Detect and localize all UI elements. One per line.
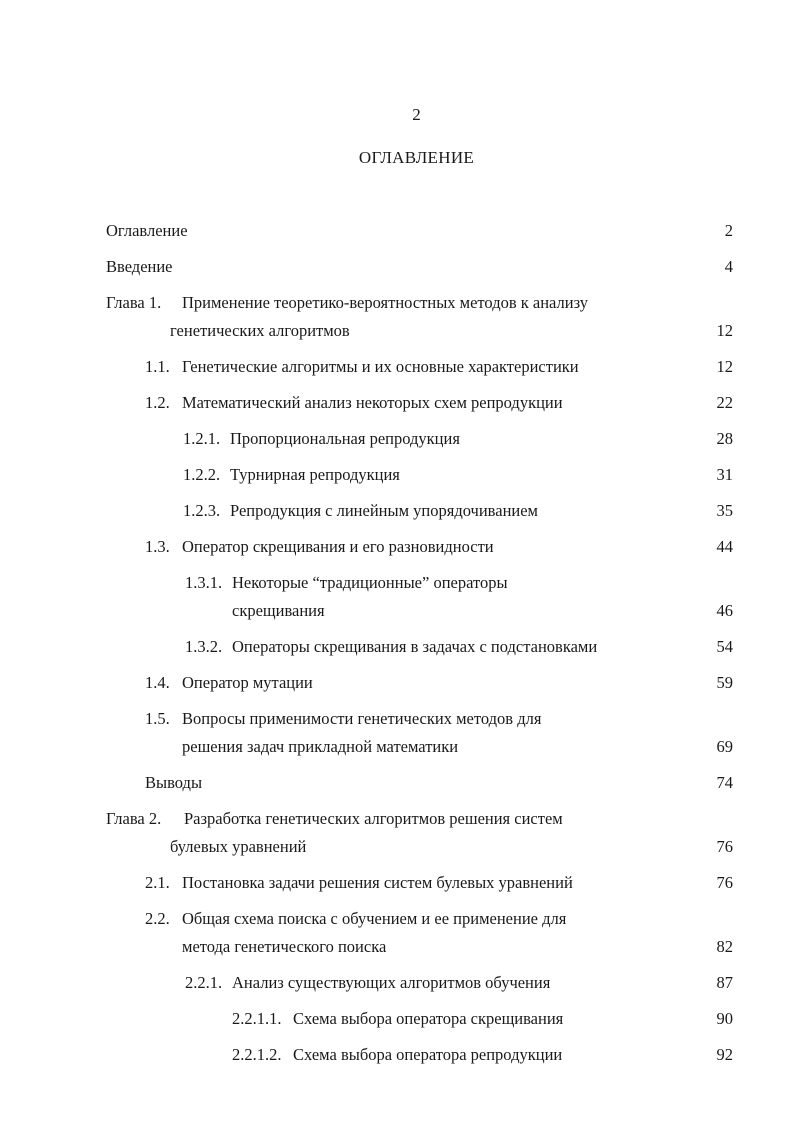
toc-entry-number: 1.3. (145, 537, 170, 556)
toc-entry-number: 1.4. (145, 673, 170, 692)
toc-entry-page: 22 (716, 393, 733, 412)
toc-entry-title: Оператор мутации (182, 673, 313, 692)
toc-entry-title-continuation: булевых уравнений (170, 837, 307, 856)
toc-entry-title: Оглавление (106, 221, 188, 240)
toc-entry-number: 2.2.1.1. (232, 1009, 282, 1028)
toc-entry-number: 1.2. (145, 393, 170, 412)
toc-entry-page: 31 (716, 465, 733, 484)
toc-entry-number: 1.2.3. (183, 501, 221, 520)
page-number: 2 (412, 105, 421, 124)
toc-entry-title: Применение теоретико-вероятностных методов к анализу (182, 293, 589, 312)
toc-entry-page: 28 (716, 429, 733, 448)
toc-entry-number: 1.3.2. (185, 637, 223, 656)
toc-entry-page: 44 (716, 537, 733, 556)
toc-entry-title: Операторы скрещивания в задачах с подстановками (232, 637, 598, 656)
toc-entry-title-continuation: генетических алгоритмов (170, 321, 350, 340)
toc-entry-title: Оператор скрещивания и его разновидности (182, 537, 494, 556)
toc-entry-page: 82 (716, 937, 733, 956)
toc-entry-title-continuation: метода генетического поиска (182, 937, 387, 956)
toc-entry-title: Схема выбора оператора скрещивания (293, 1009, 564, 1028)
toc-entry-number: 1.1. (145, 357, 170, 376)
toc-entry-title: Турнирная репродукция (230, 465, 400, 484)
toc-entry-title: Вопросы применимости генетических методов для (182, 709, 542, 728)
toc-title: ОГЛАВЛЕНИЕ (358, 148, 475, 167)
toc-entry-title: Репродукция с линейным упорядочиванием (230, 501, 538, 520)
toc-entry-title: Генетические алгоритмы и их основные характеристики (182, 357, 579, 376)
toc-entry-number: 1.2.2. (183, 465, 221, 484)
toc-entry-title: Некоторые “традиционные” операторы (232, 573, 508, 592)
toc-entry-page: 59 (716, 673, 733, 692)
toc-entry-page: 90 (716, 1009, 733, 1028)
toc-entry-title: Введение (106, 257, 173, 276)
toc-entry-page: 54 (716, 637, 733, 656)
toc-entry-page: 74 (716, 773, 733, 792)
toc-entry-title: Пропорциональная репродукция (230, 429, 460, 448)
toc-entry-number: 2.2.1. (185, 973, 223, 992)
toc-entry-number: 2.2. (145, 909, 170, 928)
toc-entry-title: Математический анализ некоторых схем репродукции (182, 393, 563, 412)
toc-entry-page: 12 (716, 357, 733, 376)
toc-entry-page: 46 (716, 601, 733, 620)
toc-entry-title: Общая схема поиска с обучением и ее применение для (182, 909, 567, 928)
toc-entry-page: 69 (716, 737, 733, 756)
toc-entry-title: Схема выбора оператора репродукции (293, 1045, 563, 1064)
toc-entry-number: Глава 1. (106, 293, 162, 312)
toc-entry-page: 4 (724, 257, 733, 276)
toc-entry-title-continuation: скрещивания (232, 601, 325, 620)
toc-entry-page: 76 (716, 873, 733, 892)
toc-entry-number: 2.1. (145, 873, 170, 892)
toc-entry-page: 92 (716, 1045, 733, 1064)
toc-entry-title: Анализ существующих алгоритмов обучения (232, 973, 551, 992)
toc-entry-title-continuation: решения задач прикладной математики (182, 737, 459, 756)
toc-entry-number: 1.3.1. (185, 573, 223, 592)
toc-entry-title: Выводы (145, 773, 203, 792)
toc-entry-number: 2.2.1.2. (232, 1045, 282, 1064)
toc-entry-number: 1.5. (145, 709, 170, 728)
toc-entry-page: 35 (716, 501, 733, 520)
toc-entry-number: Глава 2. (106, 809, 162, 828)
toc-entry-title: Разработка генетических алгоритмов решения систем (184, 809, 563, 828)
toc-entry-title: Постановка задачи решения систем булевых уравнений (182, 873, 573, 892)
toc-entry-number: 1.2.1. (183, 429, 221, 448)
toc-entry-page: 2 (724, 221, 733, 240)
toc-entry-page: 12 (716, 321, 733, 340)
toc-entry-page: 87 (716, 973, 733, 992)
toc-entry-page: 76 (716, 837, 733, 856)
